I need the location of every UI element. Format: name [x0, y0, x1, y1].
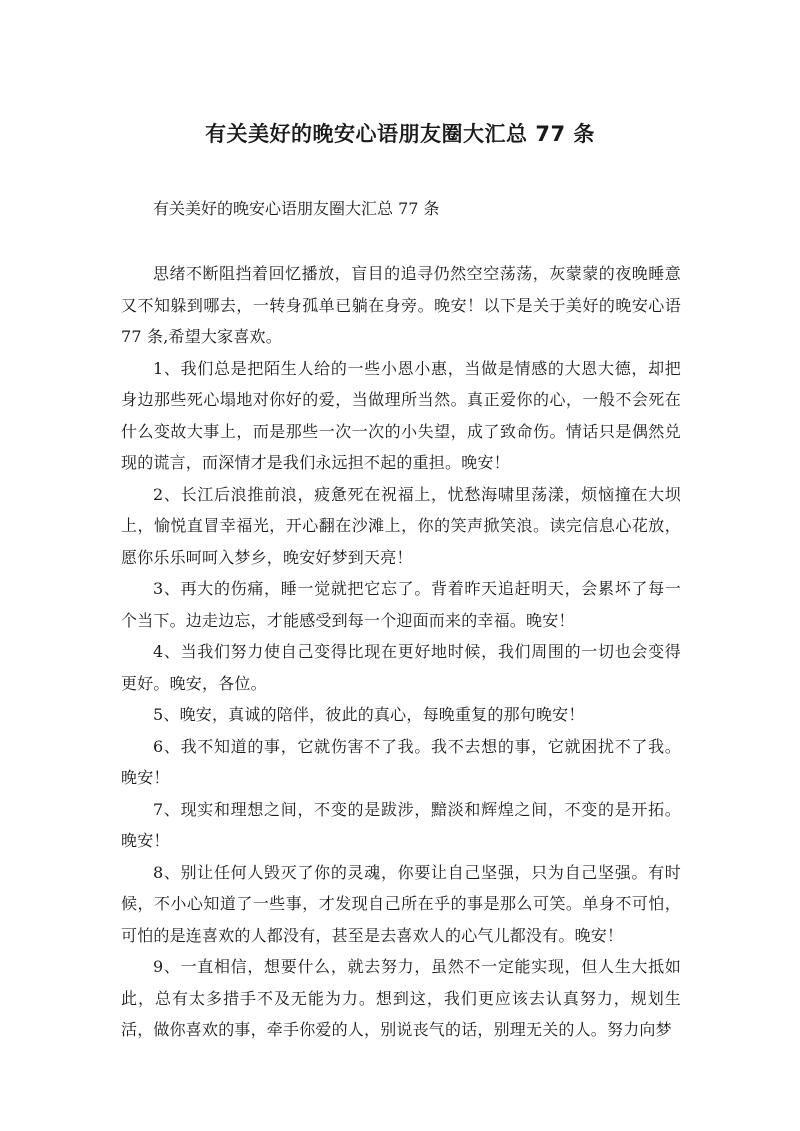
list-item-6: 6、我不知道的事，它就伤害不了我。我不去想的事，它就困扰不了我。晚安！	[121, 736, 681, 787]
list-item-1: 1、我们总是把陌生人给的一些小恩小惠，当做是情感的大恩大德，却把身边那些死心塌地对你好的爱，当做理所当然。真正爱你的心，一般不会死在什么变故大事上，而是那些一次一次的小失望，成了致命伤。情话只是偶然兑现的谎言，而深情才是我们永远担不起的重担。晚安！	[121, 358, 681, 472]
document-subtitle: 有关美好的晚安心语朋友圈大汇总 77 条	[153, 199, 440, 218]
list-item-7: 7、现实和理想之间，不变的是跋涉，黯淡和辉煌之间，不变的是开拓。晚安！	[121, 799, 681, 850]
list-item-4: 4、当我们努力使自己变得比现在更好地时候，我们周围的一切也会变得更好。晚安，各位。	[121, 642, 681, 693]
list-item-5: 5、晚安，真诚的陪伴，彼此的真心，每晚重复的那句晚安！	[153, 705, 585, 724]
document-title: 有关美好的晚安心语朋友圈大汇总 77 条	[205, 122, 595, 146]
intro-paragraph: 思绪不断阻挡着回忆播放，盲目的追寻仍然空空荡荡，灰蒙蒙的夜晚睡意又不知躲到哪去，一转身孤单已躺在身旁。晚安！以下是关于美好的晚安心语 77 条,希望大家喜欢。	[121, 264, 681, 346]
list-item-8: 8、别让任何人毁灭了你的灵魂，你要让自己坚强，只为自己坚强。有时候，不小心知道了一些事，才发现自己所在乎的事是那么可笑。单身不可怕，可怕的是连喜欢的人都没有，甚至是去喜欢人的心气儿都没有。晚安！	[121, 862, 681, 945]
list-item-9: 9、一直相信，想要什么，就去努力，虽然不一定能实现，但人生大抵如此，总有太多措手不及无能为力。想到这，我们更应该去认真努力，规划生活，做你喜欢的事，牵手你爱的人，别说丧气的话，别理无关的人。努力向梦	[121, 957, 681, 1039]
list-item-3: 3、再大的伤痛，睡一觉就把它忘了。背着昨天追赶明天，会累坏了每一个当下。边走边忘，才能感受到每一个迎面而来的幸福。晚安！	[121, 579, 681, 630]
document-body	[121, 258, 681, 1046]
list-item-2: 2、长江后浪推前浪，疲惫死在祝福上，忧愁海啸里荡漾，烦恼撞在大坝上，愉悦直冒幸福光，开心翻在沙滩上，你的笑声掀笑浪。读完信息心花放，愿你乐乐呵呵入梦乡，晚安好梦到天亮！	[121, 484, 681, 567]
